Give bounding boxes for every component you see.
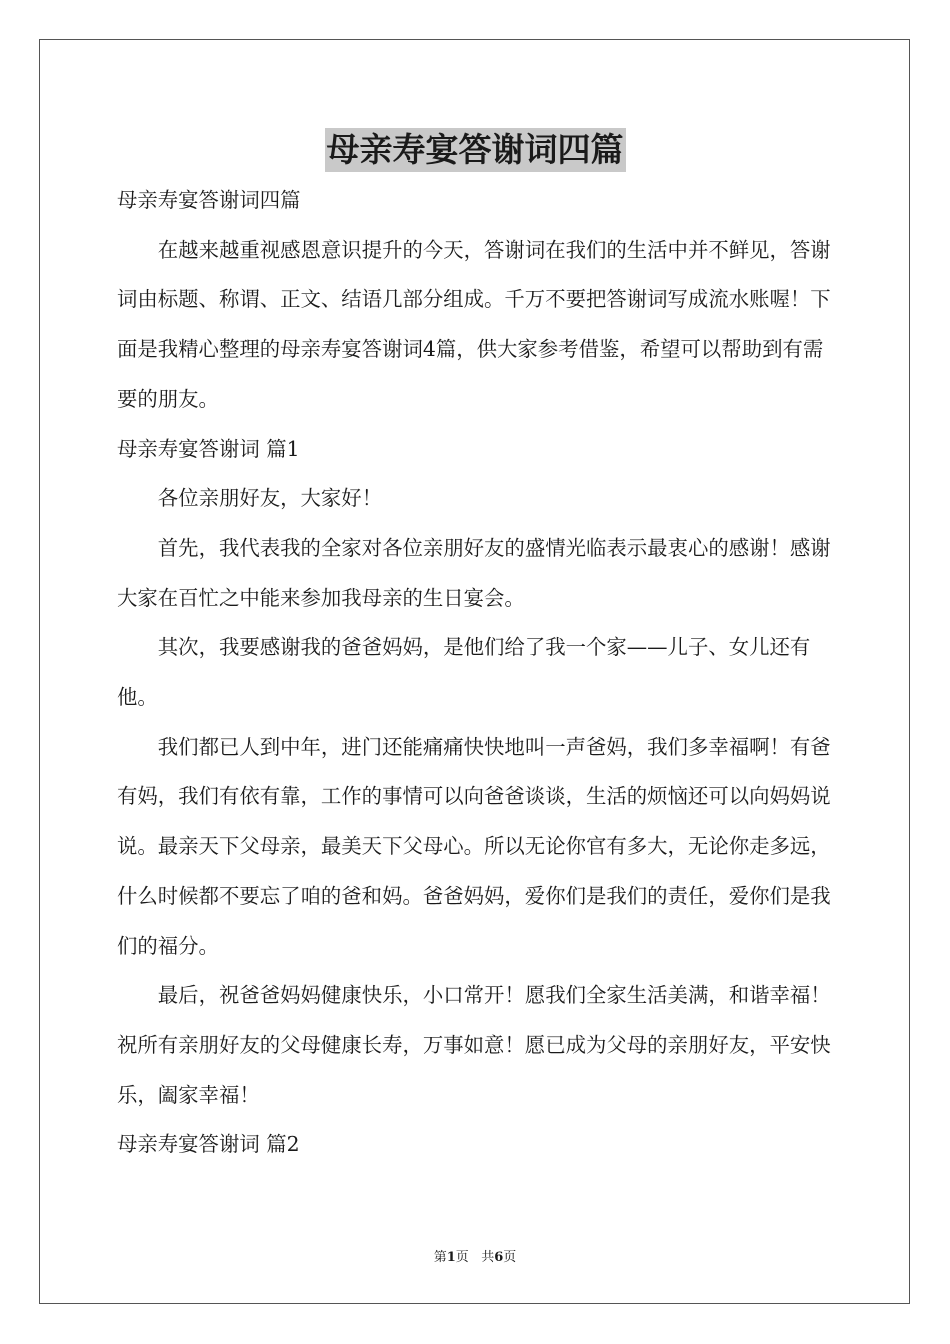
footer-page-prefix: 第 — [433, 1250, 447, 1265]
footer-total-pages: 6 — [494, 1250, 504, 1265]
page-footer — [0, 1246, 950, 1265]
paragraph-third: 我们都已人到中年，进门还能痛痛快快地叫一声爸妈，我们多幸福啊！有爸有妈，我们有依有靠，工作的事情可以向爸爸谈谈，生活的烦恼还可以向妈妈说说。最亲天下父母亲，最美天下父母心。所以无论你官有多大，无论你走多远，什么时候都不要忘了咱的爸和妈。爸爸妈妈，爱你们是我们的责任，爱你们是我们的福分。 — [117, 734, 831, 958]
footer-page-suffix: 页 — [455, 1250, 469, 1265]
title-wrap — [0, 128, 950, 172]
paragraph-first: 首先，我代表我的全家对各位亲朋好友的盛情光临表示最衷心的感谢！感谢大家在百忙之中能来参加我母亲的生日宴会。 — [117, 535, 831, 610]
section-heading-1: 母亲寿宴答谢词 篇1 — [117, 436, 300, 461]
document-body — [117, 176, 839, 1170]
document-title: 母亲寿宴答谢词四篇 — [325, 128, 626, 172]
paragraph-greeting: 各位亲朋好友，大家好！ — [157, 486, 383, 511]
paragraph-subtitle: 母亲寿宴答谢词四篇 — [117, 188, 301, 212]
paragraph-second: 其次，我要感谢我的爸爸妈妈，是他们给了我一个家——儿子、女儿还有他。 — [117, 635, 811, 710]
paragraph-intro: 在越来越重视感恩意识提升的今天，答谢词在我们的生活中并不鲜见，答谢词由标题、称谓、正文、结语几部分组成。千万不要把答谢词写成流水账喔！下面是我精心整理的母亲寿宴答谢词4篇，供大家参考借鉴，希望可以帮助到有需要的朋友。 — [117, 237, 831, 411]
footer-total-suffix: 页 — [503, 1250, 517, 1265]
section-heading-2: 母亲寿宴答谢词 篇2 — [117, 1132, 300, 1157]
footer-page-number: 1 — [446, 1250, 456, 1265]
footer-total-prefix: 共 — [481, 1250, 495, 1265]
paragraph-last: 最后，祝爸爸妈妈健康快乐，小口常开！愿我们全家生活美满，和谐幸福！祝所有亲朋好友的父母健康长寿，万事如意！愿已成为父母的亲朋好友，平安快乐，阖家幸福！ — [117, 983, 831, 1107]
